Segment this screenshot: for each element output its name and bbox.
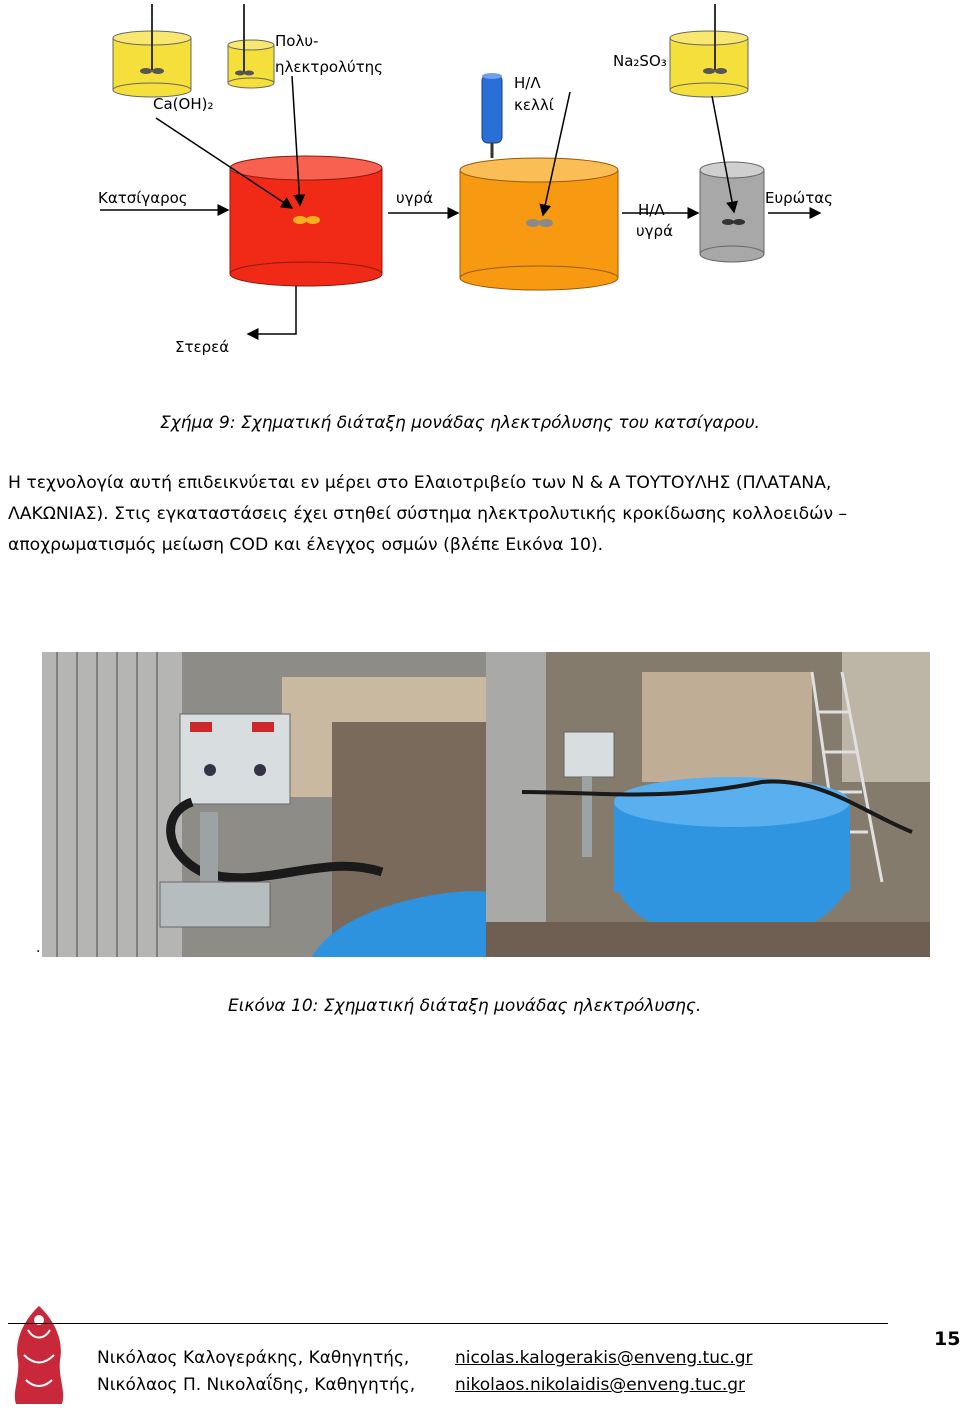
- footer-author-1: Νικόλαος Καλογεράκης, Καθηγητής,: [97, 1348, 410, 1368]
- photo-left: [42, 652, 486, 957]
- orange-tank: [460, 158, 618, 290]
- paragraph-line: ΛΑΚΩΝΙΑΣ). Στις εγκαταστάσεις έχει στηθεί σύστημα ηλεκτρολυτικής κροκίδωσης κολλοειδών –: [8, 504, 848, 524]
- photo-dot: .: [36, 940, 41, 956]
- red-tank: [230, 156, 382, 286]
- label-hl-ygra-1: Η/Λ: [638, 201, 665, 219]
- page-number: 15: [934, 1328, 960, 1350]
- footer-author-2: Νικόλαος Π. Νικολαΐδης, Καθηγητής,: [97, 1375, 416, 1395]
- polyelectrolyte-tank: [228, 4, 274, 88]
- label-poly-2: ηλεκτρολύτης: [275, 58, 383, 76]
- label-hl-cell-1: Η/Λ: [514, 74, 541, 92]
- label-caoh2: Ca(OH)₂: [153, 95, 214, 113]
- label-katsigaros: Κατσίγαρος: [98, 189, 188, 207]
- university-logo: [4, 1300, 74, 1408]
- label-evrotas: Ευρώτας: [765, 189, 833, 207]
- label-hl-cell-2: κελλί: [514, 96, 554, 114]
- email-link-1[interactable]: nicolas.kalogerakis@enveng.tuc.gr: [455, 1348, 753, 1368]
- installation-photos: [42, 652, 930, 957]
- label-hl-ygra-2: υγρά: [636, 222, 673, 240]
- grey-tank: [700, 162, 764, 262]
- process-diagram: [0, 0, 960, 380]
- electrolysis-cell: [482, 73, 502, 158]
- figure9-caption: Σχήμα 9: Σχηματική διάταξη μονάδας ηλεκτρόλυσης του κατσίγαρου.: [160, 413, 760, 433]
- label-poly-1: Πολυ-: [275, 32, 319, 50]
- email-link-2[interactable]: nikolaos.nikolaidis@enveng.tuc.gr: [455, 1375, 746, 1395]
- na2so3-tank: [670, 4, 748, 97]
- figure10-caption: Εικόνα 10: Σχηματική διάταξη μονάδας ηλεκτρόλυσης.: [228, 996, 702, 1016]
- photo-right: [486, 652, 930, 957]
- label-sterea: Στερεά: [175, 338, 230, 356]
- body-paragraph: [8, 468, 956, 561]
- paragraph-line: Η τεχνολογία αυτή επιδεικνύεται εν μέρει στο Ελαιοτριβείο των Ν & Α ΤΟΥΤΟΥΛΗΣ (ΠΛΑΤΑΝΑ,: [8, 473, 832, 493]
- label-na2so3: Na₂SO₃: [613, 52, 667, 70]
- paragraph-line: αποχρωματισμός μείωση COD και έλεγχος οσμών (βλέπε Εικόνα 10).: [8, 535, 604, 555]
- label-ygra: υγρά: [396, 189, 433, 207]
- footer-divider: [8, 1323, 888, 1324]
- caoh2-tank: [113, 4, 191, 97]
